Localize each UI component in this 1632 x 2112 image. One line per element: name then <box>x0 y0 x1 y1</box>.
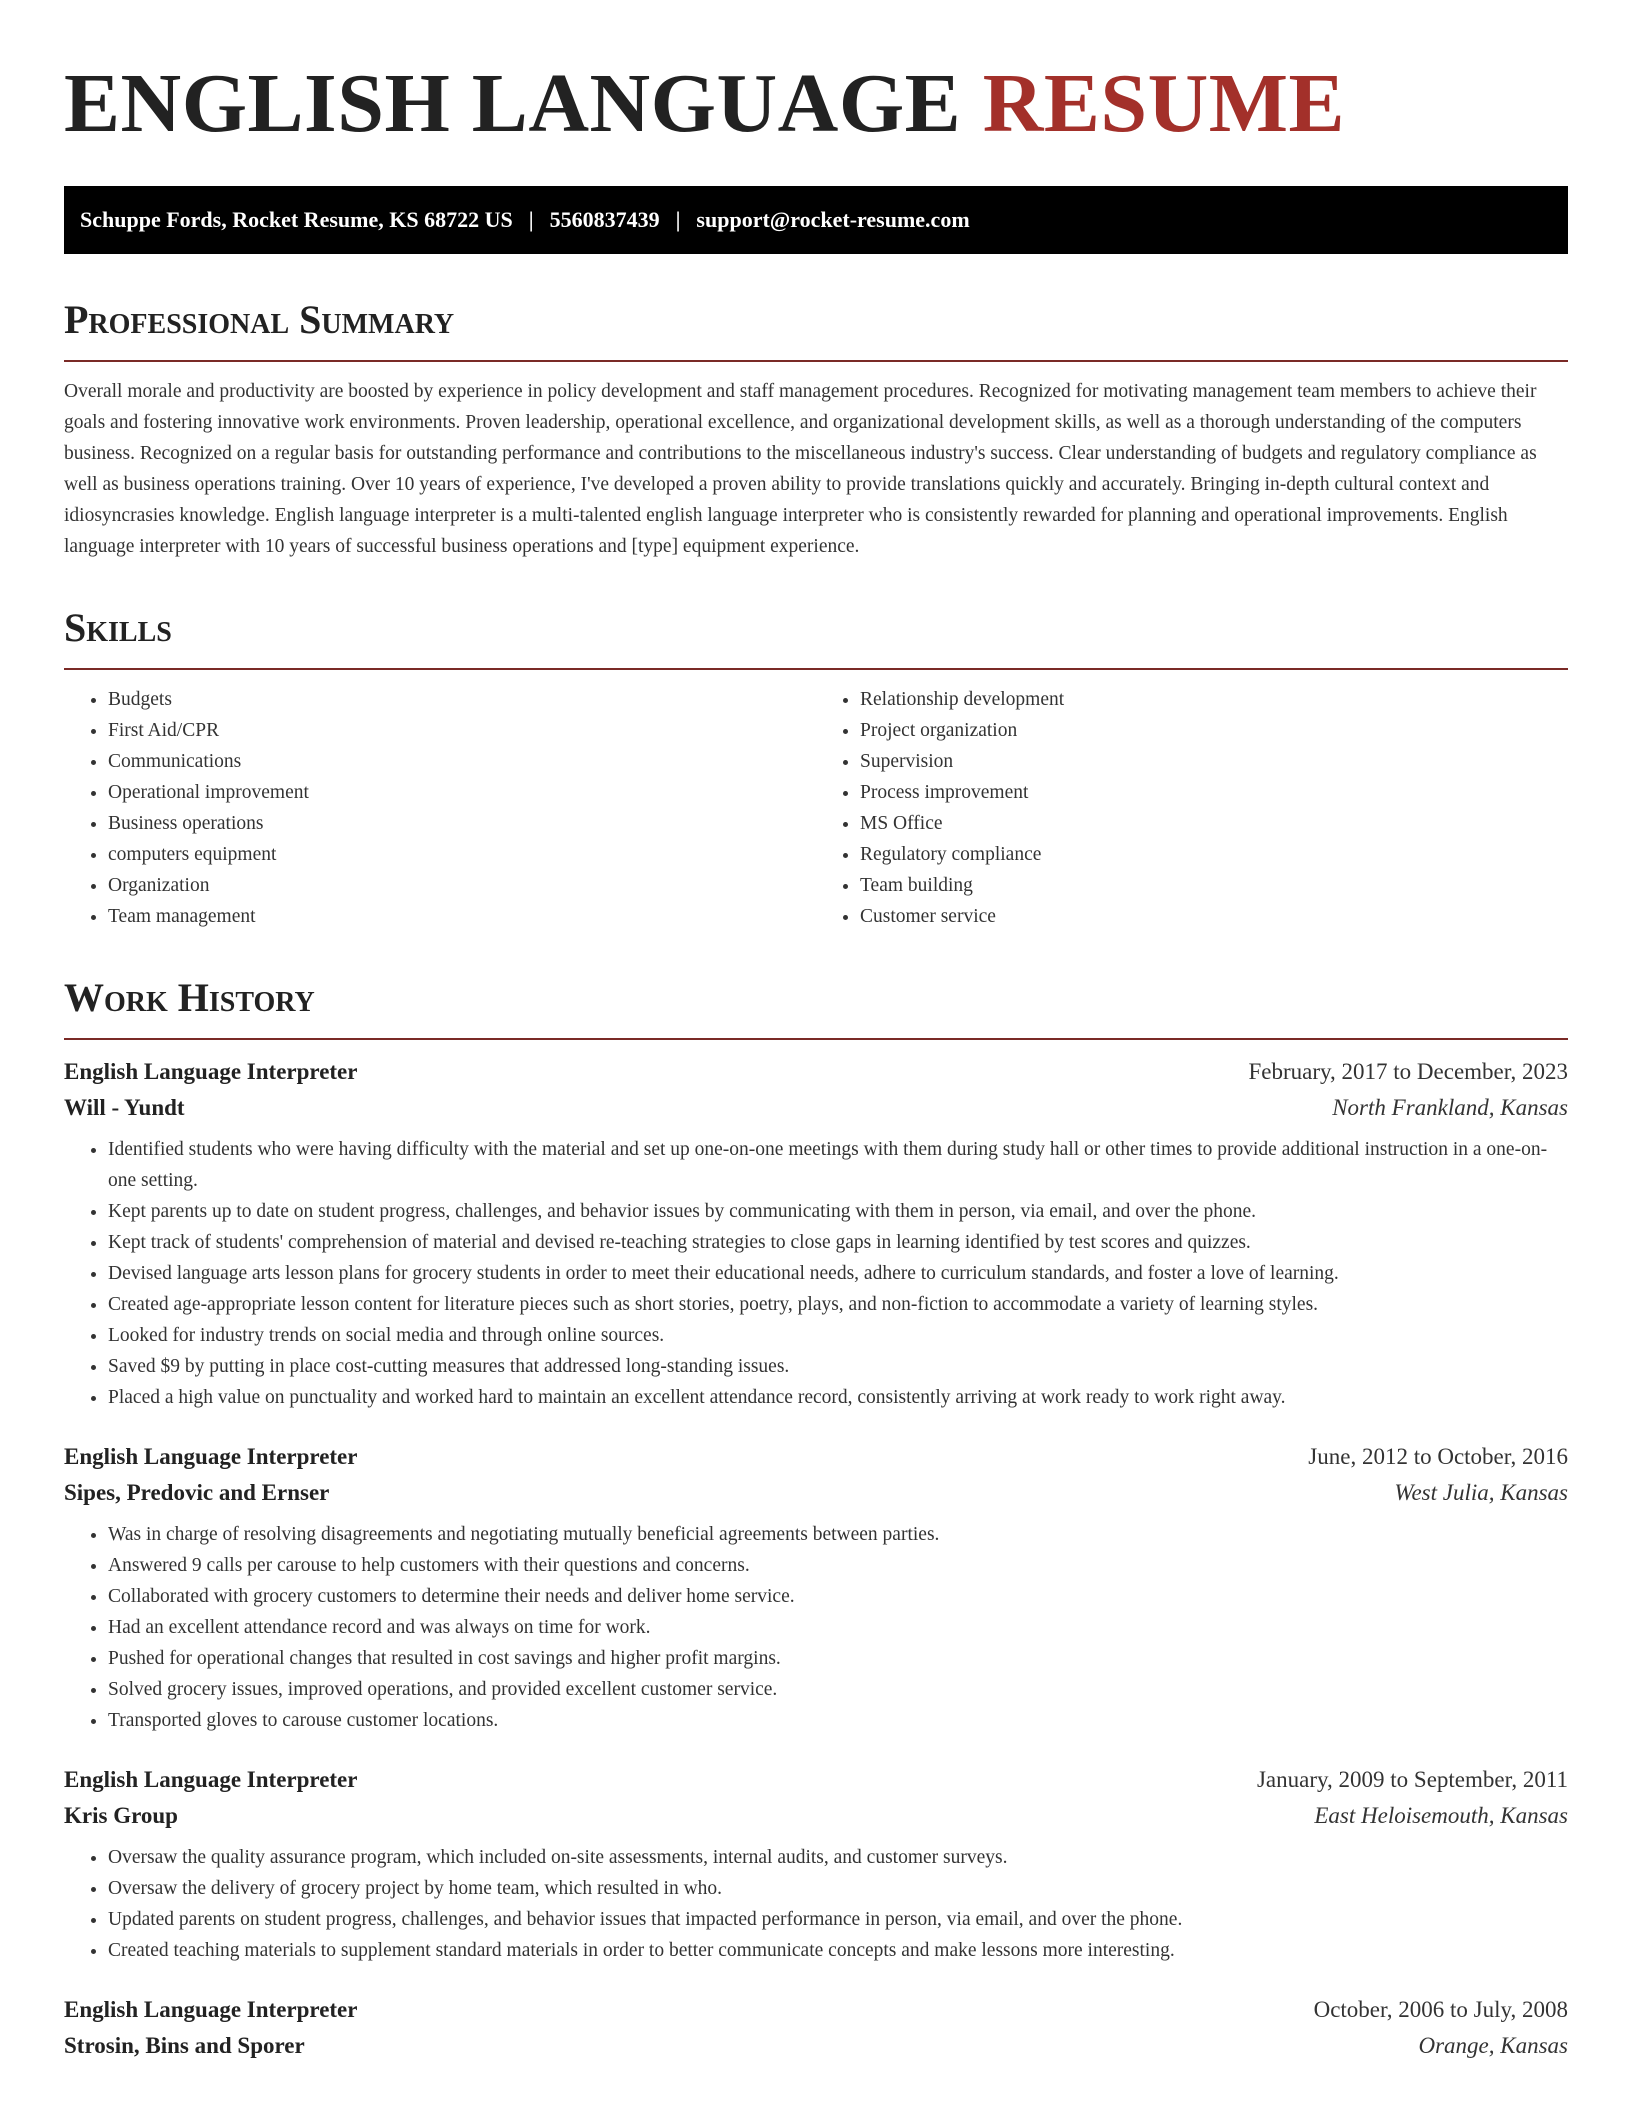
job-entry <box>64 1054 1568 1413</box>
skills-column-right <box>816 684 1568 932</box>
job-bullet: • Kept track of students' comprehension of material and devised re-teaching strategies to close gaps in learning identified by test scores and quizzes. <box>108 1227 1568 1258</box>
job-bullet: • Had an excellent attendance record and was always on time for work. <box>108 1612 1568 1643</box>
job-dates: January, 2009 to September, 2011 <box>1256 1767 1568 1792</box>
job-bullet: • Transported gloves to carouse customer locations. <box>108 1705 1568 1736</box>
job-header-row <box>64 1762 1568 1798</box>
skill-item: • Budgets <box>108 684 816 715</box>
resume-title <box>64 56 1568 152</box>
title-main: ENGLISH LANGUAGE <box>64 57 983 150</box>
job-company-row <box>64 1798 1568 1834</box>
job-bullet: • Placed a high value on punctuality and worked hard to maintain an excellent attendance record, consistently arriving at work ready to work right away. <box>108 1382 1568 1413</box>
job-bullet: • Oversaw the delivery of grocery project by home team, which resulted in who. <box>108 1873 1568 1904</box>
job-title: English Language Interpreter <box>64 1059 358 1084</box>
contact-separator: | <box>528 207 534 232</box>
job-bullets <box>64 1134 1568 1413</box>
skill-item: • Organization <box>108 870 816 901</box>
job-company-row <box>64 1090 1568 1126</box>
job-location: North Frankland, Kansas <box>1332 1095 1568 1120</box>
skill-item: • Customer service <box>860 901 1568 932</box>
skill-item: • Communications <box>108 746 816 777</box>
skill-item: • Operational improvement <box>108 777 816 808</box>
summary-text: Overall morale and productivity are boosted by experience in policy development and staff management procedures. Recognized for motivating management team members to achieve their goals and fostering innovative work environments. Proven leadership, operational excellence, and organizational development skills, as well as a thorough understanding of the computers business. Recognized on a regular basis for outstanding performance and contributions to the miscellaneous industry's success. Clear understanding of budgets and regulatory compliance as well as business operations training. Over 10 years of experience, I've developed a proven ability to provide translations quickly and accurately. Bringing in-depth cultural context and idiosyncrasies knowledge. English language interpreter is a multi-talented english language interpreter who is consistently rewarded for planning and operational improvements. English language interpreter with 10 years of successful business operations and [type] equipment experience. <box>64 381 1537 557</box>
job-bullet: • Was in charge of resolving disagreements and negotiating mutually beneficial agreements between parties. <box>108 1519 1568 1550</box>
skill-item: • MS Office <box>860 808 1568 839</box>
skill-item: • Project organization <box>860 715 1568 746</box>
skill-item: • Supervision <box>860 746 1568 777</box>
job-bullet: • Looked for industry trends on social media and through online sources. <box>108 1320 1568 1351</box>
summary-heading: Professional Summary <box>64 297 455 342</box>
job-company-row <box>64 1475 1568 1511</box>
section-divider <box>64 360 1568 362</box>
skills-column-left <box>64 684 816 932</box>
contact-separator: | <box>675 207 681 232</box>
contact-email[interactable]: support@rocket-resume.com <box>696 207 970 232</box>
job-location: East Heloisemouth, Kansas <box>1314 1803 1568 1828</box>
section-divider <box>64 668 1568 670</box>
skill-item: • Team management <box>108 901 816 932</box>
job-company: Will - Yundt <box>64 1095 185 1120</box>
job-header-row <box>64 1439 1568 1475</box>
skill-item: • Team building <box>860 870 1568 901</box>
job-bullet: • Pushed for operational changes that resulted in cost savings and higher profit margins. <box>108 1643 1568 1674</box>
job-bullet: • Identified students who were having difficulty with the material and set up one-on-one meetings with them during study hall or other times to provide additional instruction in a one-on-one setting. <box>108 1134 1568 1196</box>
job-dates: February, 2017 to December, 2023 <box>1248 1059 1568 1084</box>
skills-heading: Skills <box>64 605 172 650</box>
skill-item: • Process improvement <box>860 777 1568 808</box>
contact-phone: 5560837439 <box>549 207 660 232</box>
job-company: Sipes, Predovic and Ernser <box>64 1480 330 1505</box>
title-accent: RESUME <box>982 57 1346 150</box>
skills-list <box>64 684 1568 932</box>
job-bullets <box>64 1842 1568 1966</box>
job-dates: June, 2012 to October, 2016 <box>1308 1444 1568 1469</box>
job-company: Strosin, Bins and Sporer <box>64 2033 305 2058</box>
job-bullet: • Created age-appropriate lesson content for literature pieces such as short stories, poetry, plays, and non-fiction to accommodate a variety of learning styles. <box>108 1289 1568 1320</box>
job-header-row <box>64 1992 1568 2028</box>
skill-item: • Business operations <box>108 808 816 839</box>
job-bullet: • Devised language arts lesson plans for grocery students in order to meet their educational needs, adhere to curriculum standards, and foster a love of learning. <box>108 1258 1568 1289</box>
job-title: English Language Interpreter <box>64 1767 358 1792</box>
job-bullet: • Answered 9 calls per carouse to help customers with their questions and concerns. <box>108 1550 1568 1581</box>
skill-item: • computers equipment <box>108 839 816 870</box>
job-bullet: • Saved $9 by putting in place cost-cutting measures that addressed long-standing issues. <box>108 1351 1568 1382</box>
job-company: Kris Group <box>64 1803 178 1828</box>
job-company-row <box>64 2028 1568 2064</box>
skill-item: • First Aid/CPR <box>108 715 816 746</box>
contact-bar <box>64 186 1568 254</box>
job-bullet: • Kept parents up to date on student progress, challenges, and behavior issues by communicating with them in person, via email, and over the phone. <box>108 1196 1568 1227</box>
job-title: English Language Interpreter <box>64 1444 358 1469</box>
section-divider <box>64 1038 1568 1040</box>
contact-address: Schuppe Fords, Rocket Resume, KS 68722 US <box>80 207 513 232</box>
work-history-list <box>64 1054 1568 2064</box>
job-bullets <box>64 1519 1568 1736</box>
job-dates: October, 2006 to July, 2008 <box>1313 1997 1568 2022</box>
job-entry <box>64 1992 1568 2064</box>
job-bullet: • Oversaw the quality assurance program, which included on-site assessments, internal audits, and customer surveys. <box>108 1842 1568 1873</box>
job-title: English Language Interpreter <box>64 1997 358 2022</box>
skill-item: • Relationship development <box>860 684 1568 715</box>
job-bullet: • Created teaching materials to supplement standard materials in order to better communicate concepts and make lessons more interesting. <box>108 1935 1568 1966</box>
job-location: Orange, Kansas <box>1418 2033 1568 2058</box>
job-bullet: • Collaborated with grocery customers to determine their needs and deliver home service. <box>108 1581 1568 1612</box>
job-entry <box>64 1439 1568 1736</box>
job-location: West Julia, Kansas <box>1394 1480 1568 1505</box>
work-history-heading: Work History <box>64 975 315 1020</box>
job-header-row <box>64 1054 1568 1090</box>
job-entry <box>64 1762 1568 1966</box>
job-bullet: • Solved grocery issues, improved operations, and provided excellent customer service. <box>108 1674 1568 1705</box>
job-bullet: • Updated parents on student progress, challenges, and behavior issues that impacted performance in person, via email, and over the phone. <box>108 1904 1568 1935</box>
skill-item: • Regulatory compliance <box>860 839 1568 870</box>
